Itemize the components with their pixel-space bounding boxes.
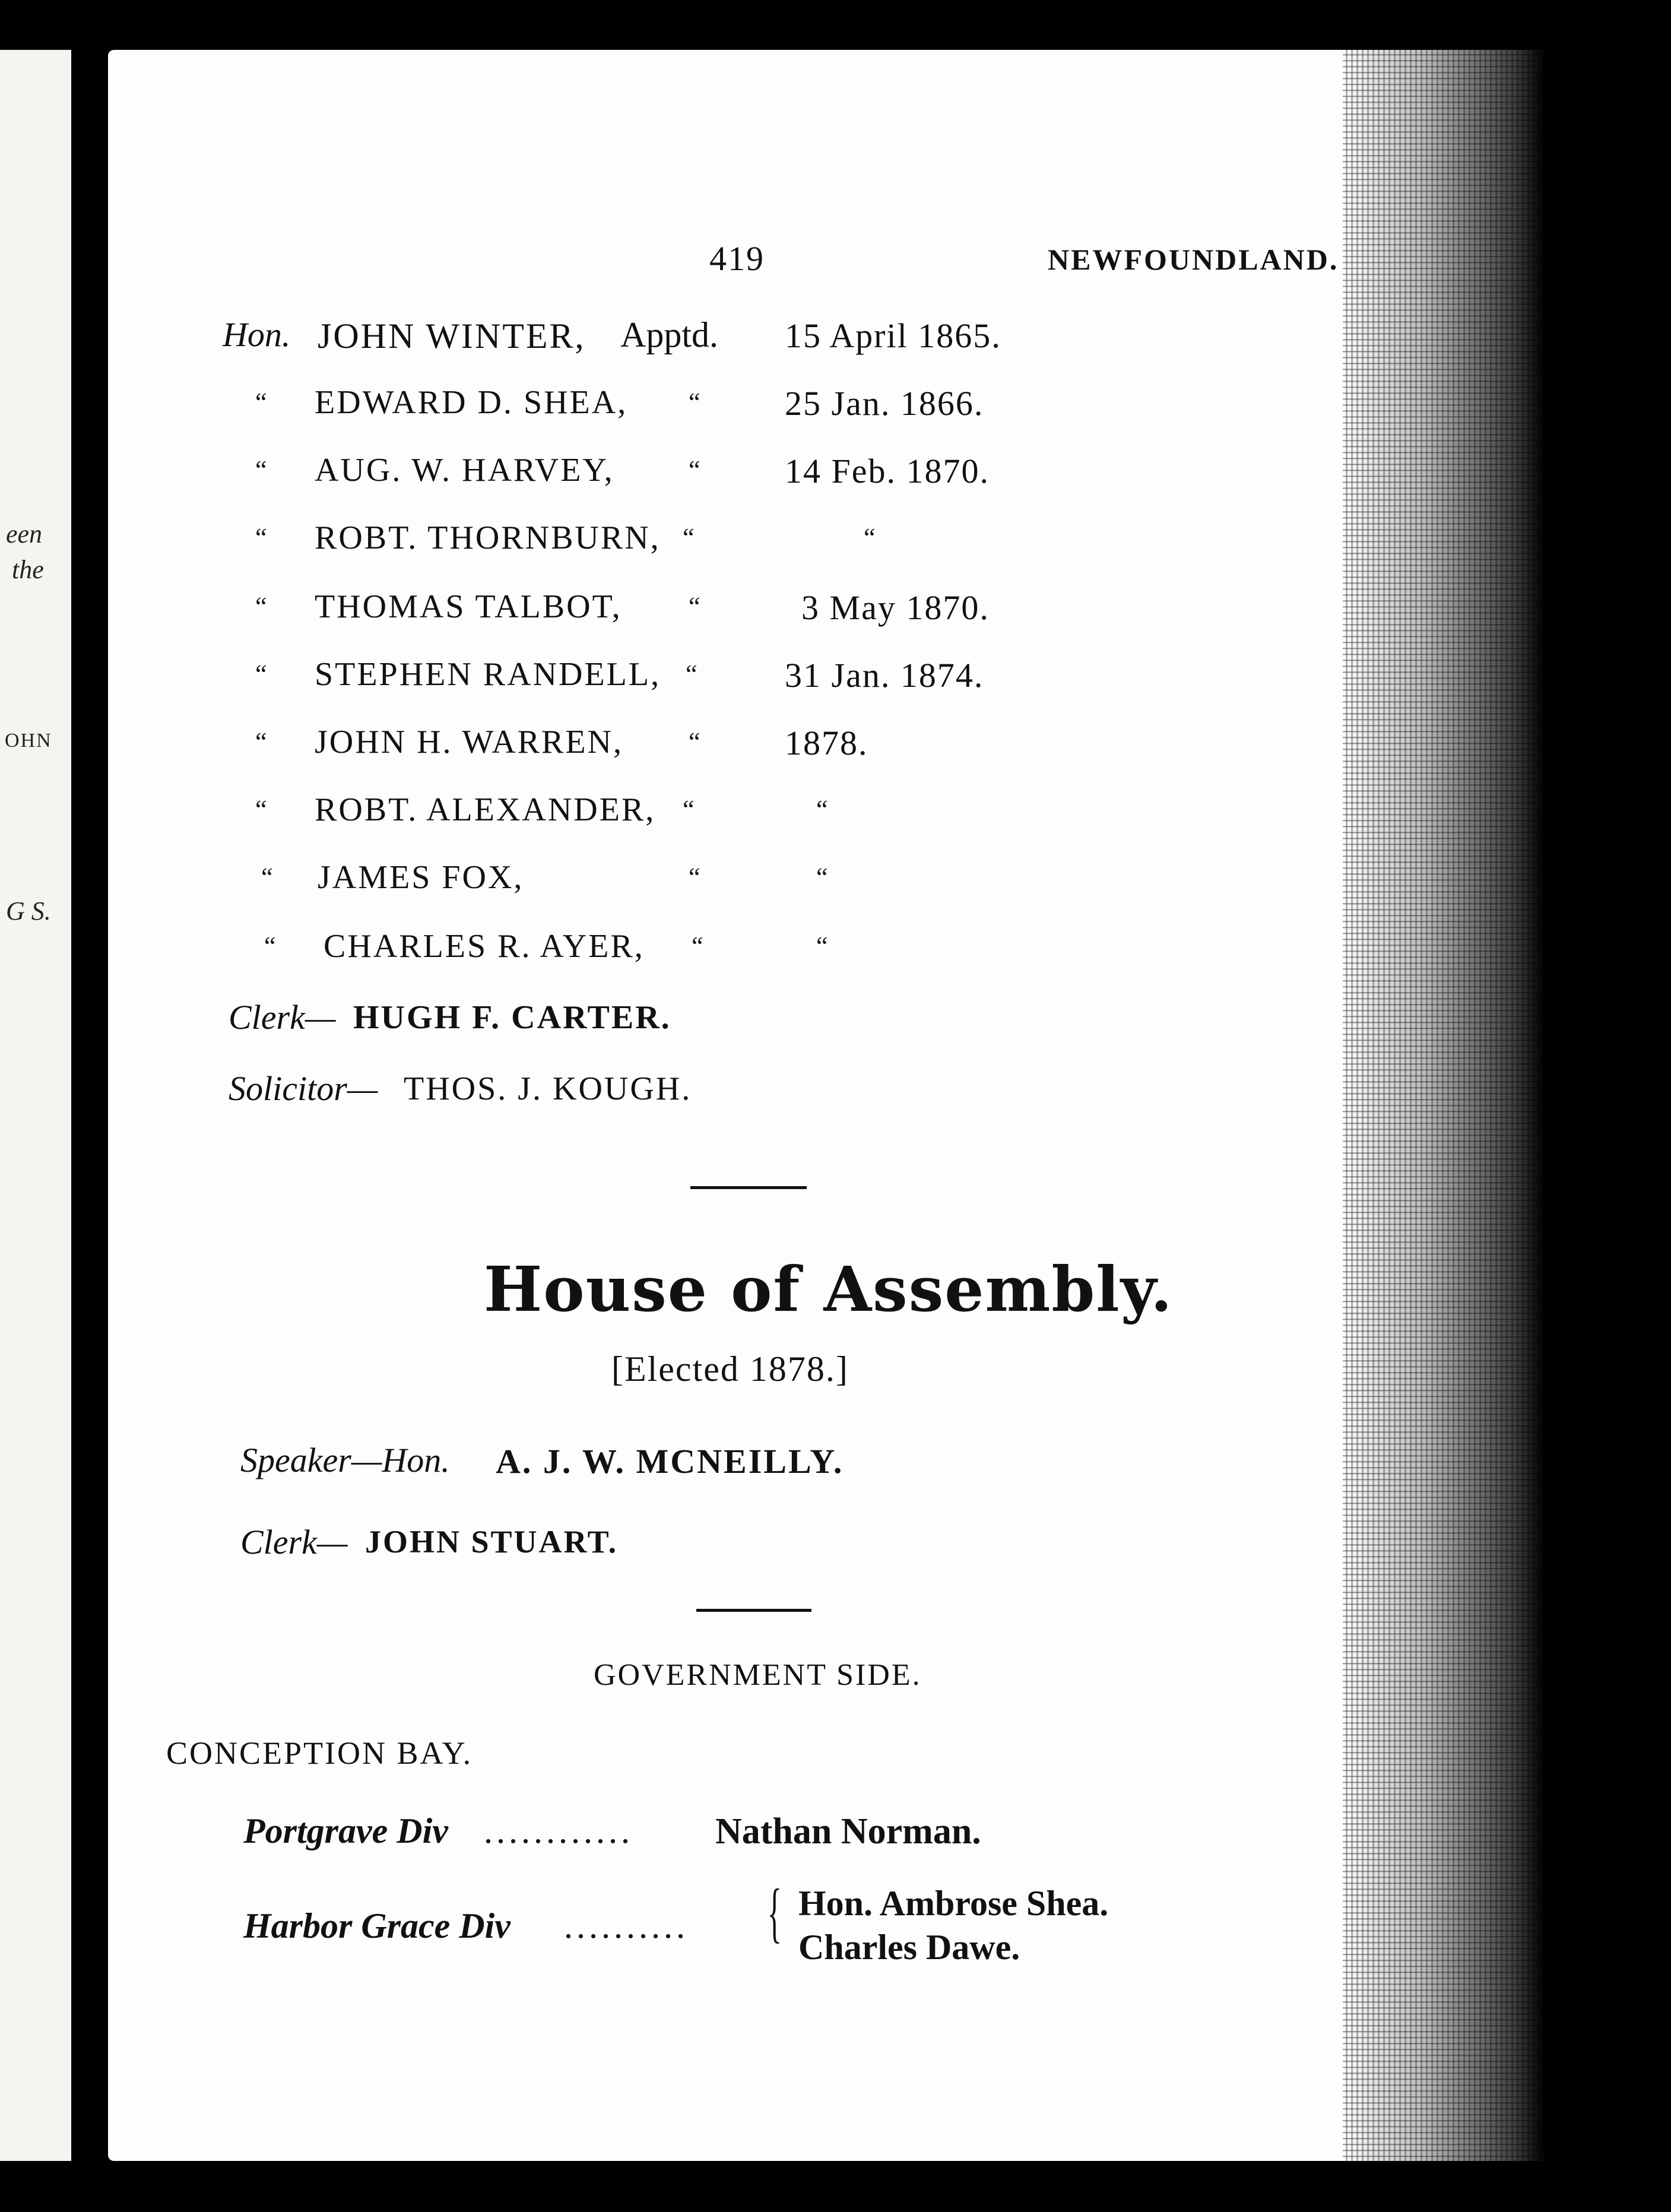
ditto-mark: “ xyxy=(255,592,267,621)
appointment-date: 31 Jan. 1874. xyxy=(785,656,984,695)
ditto-mark: “ xyxy=(689,388,700,417)
speaker-name: A. J. W. MCNEILLY. xyxy=(496,1442,844,1481)
ditto-mark: “ xyxy=(255,523,267,552)
appointment-date: 25 Jan. 1866. xyxy=(785,384,984,423)
appointment-date: 1878. xyxy=(785,724,868,762)
ditto-mark: “ xyxy=(689,863,700,892)
running-title: NEWFOUNDLAND. xyxy=(1048,243,1339,276)
ditto-mark: “ xyxy=(686,660,697,689)
member-name: Nathan Norman. xyxy=(715,1811,981,1852)
section-divider xyxy=(690,1186,807,1189)
member-name: EDWARD D. SHEA, xyxy=(315,384,628,421)
brace-icon: { xyxy=(767,1876,782,1950)
scan-edge-noise xyxy=(1343,50,1545,2161)
election-note: [Elected 1878.] xyxy=(611,1349,849,1389)
appointed-label: Apptd. xyxy=(620,315,718,354)
member-name: AUG. W. HARVEY, xyxy=(315,452,614,489)
ditto-mark: “ xyxy=(255,727,267,756)
clerk-label: Clerk— xyxy=(229,998,336,1037)
district-heading: CONCEPTION BAY. xyxy=(166,1735,473,1771)
ditto-mark: “ xyxy=(689,592,700,621)
dot-leader: ............ xyxy=(484,1811,633,1850)
ditto-mark: “ xyxy=(261,863,273,892)
assembly-clerk-label: Clerk— xyxy=(240,1523,348,1561)
appointment-date: 3 May 1870. xyxy=(801,588,990,627)
assembly-clerk-name: JOHN STUART. xyxy=(365,1524,619,1560)
ditto-mark: “ xyxy=(816,863,828,892)
member-name: THOMAS TALBOT, xyxy=(315,588,622,625)
appointment-date: 15 April 1865. xyxy=(785,316,1001,355)
member-name: ROBT. ALEXANDER, xyxy=(315,791,656,828)
previous-page-edge xyxy=(0,50,77,2161)
member-name: STEPHEN RANDELL, xyxy=(315,656,661,693)
member-name: CHARLES R. AYER, xyxy=(324,928,645,965)
member-name: ROBT. THORNBURN, xyxy=(315,519,661,556)
page-number: 419 xyxy=(709,239,765,278)
ditto-mark: “ xyxy=(683,795,695,824)
government-side-heading: GOVERNMENT SIDE. xyxy=(594,1658,922,1692)
ditto-mark: “ xyxy=(255,455,267,484)
clerk-name: HUGH F. CARTER. xyxy=(353,999,671,1036)
section-divider xyxy=(696,1609,811,1612)
member-name: JOHN WINTER, xyxy=(318,316,586,356)
ditto-mark: “ xyxy=(816,795,828,824)
appointment-date: 14 Feb. 1870. xyxy=(785,452,990,490)
division-name: Portgrave Div xyxy=(243,1811,448,1850)
division-name: Harbor Grace Div xyxy=(243,1906,511,1945)
ditto-mark: “ xyxy=(689,455,700,484)
margin-fragment: een xyxy=(6,519,43,549)
margin-fragment: OHN xyxy=(5,730,52,752)
member-name: JOHN H. WARREN, xyxy=(315,724,623,760)
ditto-mark: “ xyxy=(255,660,267,689)
ditto-mark: “ xyxy=(683,523,695,552)
dot-leader: .......... xyxy=(564,1906,689,1945)
ditto-mark: “ xyxy=(264,931,276,961)
solicitor-name: THOS. J. KOUGH. xyxy=(404,1070,692,1107)
honorific: Hon. xyxy=(223,315,291,354)
ditto-mark: “ xyxy=(255,388,267,417)
assembly-heading: House of Assembly. xyxy=(484,1253,1174,1326)
ditto-mark: “ xyxy=(692,931,703,961)
member-name: Charles Dawe. xyxy=(798,1928,1020,1967)
ditto-mark: “ xyxy=(864,523,876,552)
member-name: Hon. Ambrose Shea. xyxy=(798,1884,1109,1923)
speaker-label: Speaker—Hon. xyxy=(240,1441,450,1479)
ditto-mark: “ xyxy=(255,795,267,824)
ditto-mark: “ xyxy=(689,727,700,756)
ditto-mark: “ xyxy=(816,931,828,961)
margin-fragment: G S. xyxy=(6,896,51,926)
member-name: JAMES FOX, xyxy=(318,859,524,896)
margin-fragment: the xyxy=(12,555,44,584)
solicitor-label: Solicitor— xyxy=(229,1069,378,1108)
